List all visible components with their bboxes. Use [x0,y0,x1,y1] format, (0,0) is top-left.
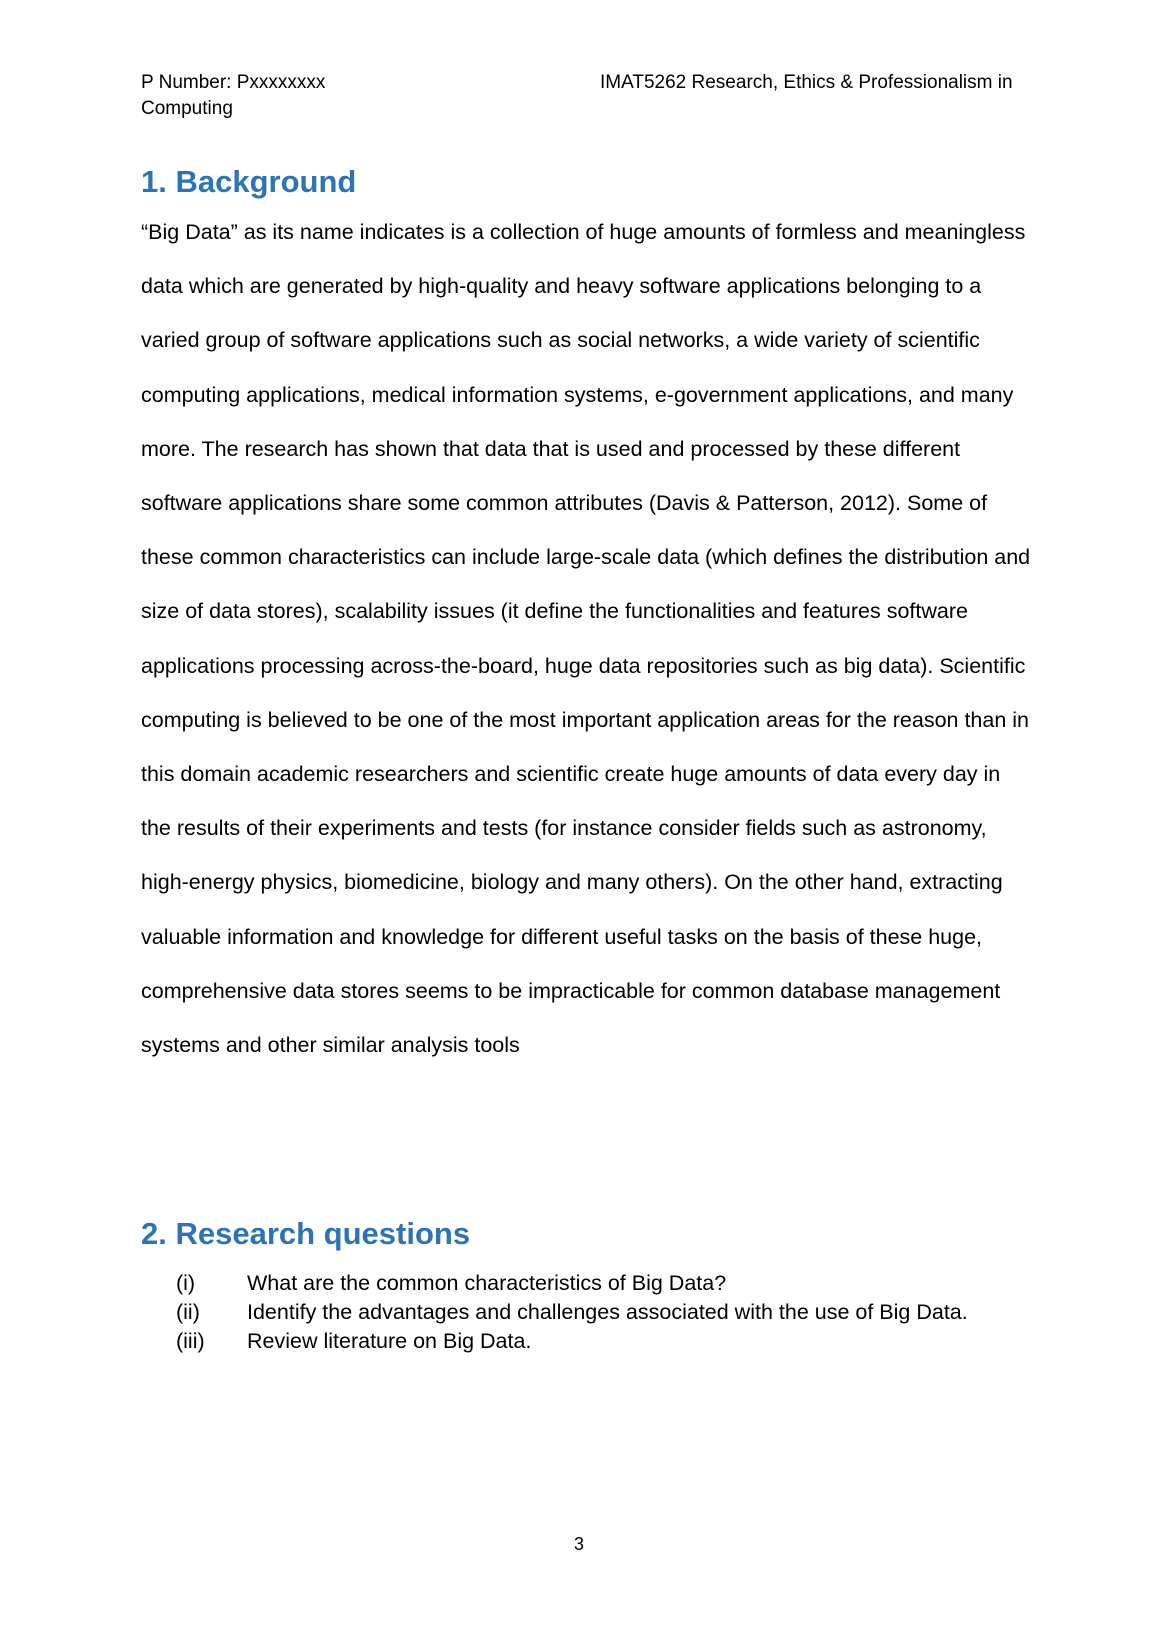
list-item-number: (ii) [176,1300,200,1324]
header-course-title-continued: Computing [141,98,233,119]
list-item [141,1327,1031,1356]
list-item-text: Identify the advantages and challenges associated with the use of Big Data. [247,1300,968,1324]
research-questions-heading: 2. Research questions [141,1216,471,1251]
page-number: 3 [573,1534,584,1554]
list-item-number: (i) [176,1271,196,1295]
list-item [141,1298,1031,1327]
header-course-title: IMAT5262 Research, Ethics & Professionalism in [600,72,1013,93]
header-p-number: P Number: Pxxxxxxxx [141,72,326,93]
list-item-text: What are the common characteristics of Big Data? [247,1271,727,1295]
background-heading: 1. Background [141,164,357,199]
research-questions-list [141,1269,1031,1356]
list-item-number: (iii) [176,1329,205,1353]
list-item [141,1269,1031,1298]
list-item-text: Review literature on Big Data. [247,1329,532,1353]
background-paragraph: “Big Data” as its name indicates is a collection of huge amounts of formless and meaningless data which are generated by high-quality and heavy software applications belonging to a varied group of software applications such as social networks, a wide variety of scientific computing applications, medical information systems, e-government applications, and many more. The research has shown that data that is used and processed by these different software applications share some common attributes (Davis & Patterson, 2012). Some of these common characteristics can include large-scale data (which defines the distribution and size of data stores), scalability issues (it define the functionalities and features software applications processing across-the-board, huge data repositories such as big data). Scientific computing is believed to be one of the most important application areas for the reason than in this domain academic researchers and scientific create huge amounts of data every day in the results of their experiments and tests (for instance consider fields such as astronomy, high-energy physics, biomedicine, biology and many others). On the other hand, extracting valuable information and knowledge for different useful tasks on the basis of these huge, comprehensive data stores seems to be impracticable for common database management systems and other similar analysis tools [141,220,1031,1058]
